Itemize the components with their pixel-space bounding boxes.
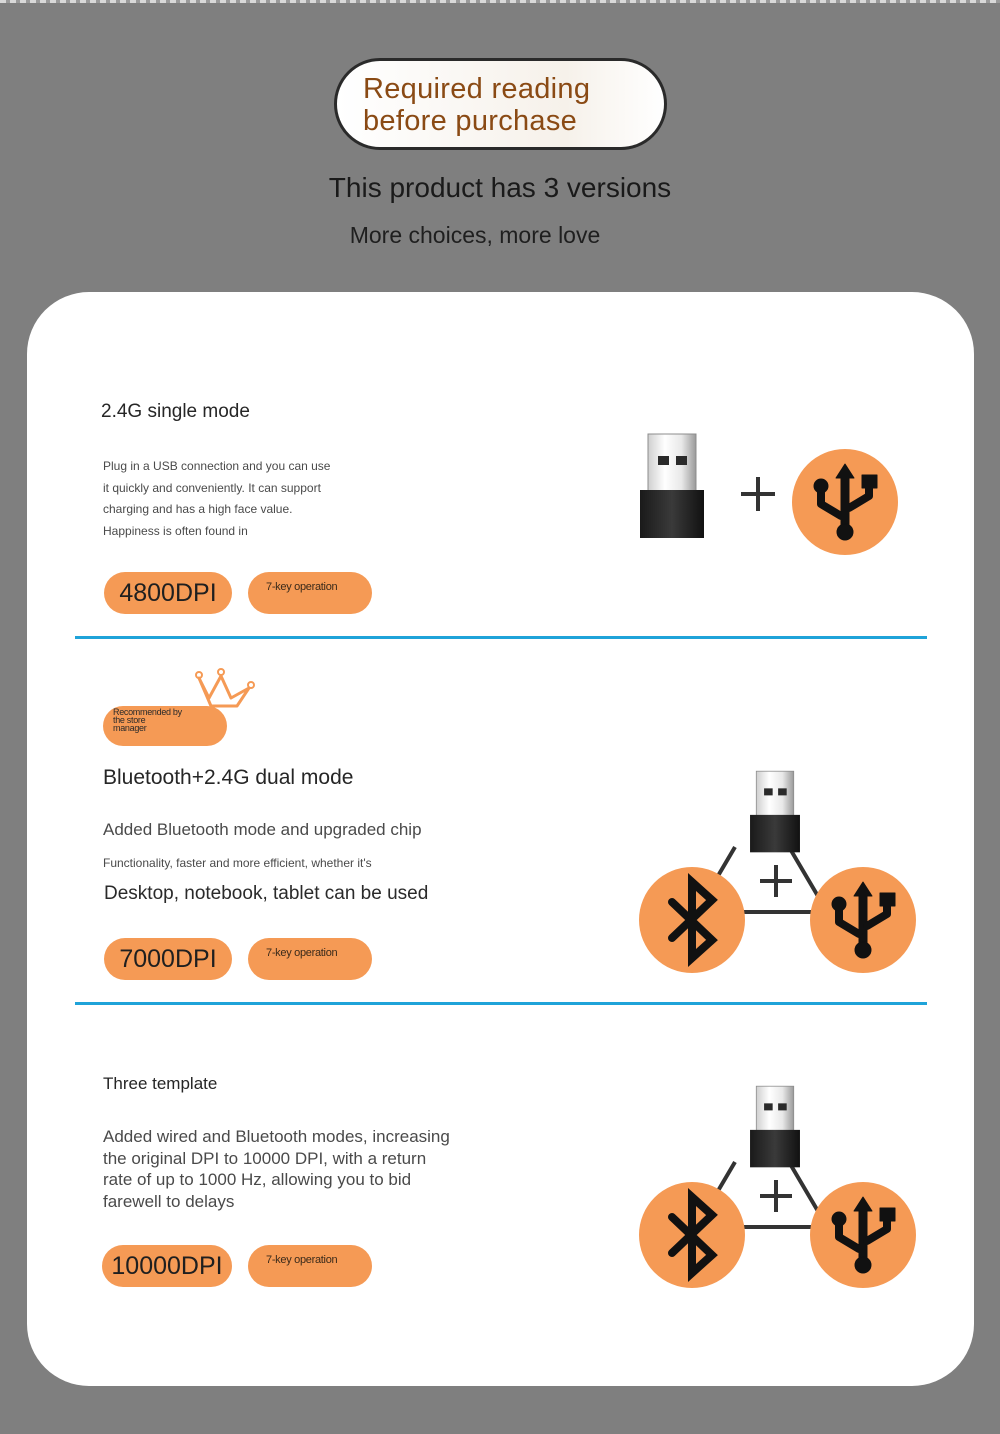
version-3-desc-line-1: Added wired and Bluetooth modes, increasing [103,1127,450,1146]
version-2-dpi-badge: 7000DPI [104,938,232,980]
plus-icon [741,477,775,511]
version-3-desc-line-2: the original DPI to 10000 DPI, with a return [103,1148,427,1168]
version-3-connectivity-graphic [632,1067,932,1297]
plus-icon [760,1180,792,1212]
recommended-badge-line-1: Recommended by [113,707,182,717]
page-subhead: More choices, more love [349,222,601,248]
version-1-keys-badge: 7-key operation [248,572,372,614]
usb-symbol-icon [810,1182,916,1288]
version-3-dpi-badge: 10000DPI [102,1245,232,1287]
divider-1 [75,636,927,639]
version-1-desc-line-3: charging and has a high face value. [103,502,293,516]
version-1-desc-line-1: Plug in a USB connection and you can use [103,459,331,473]
version-2-line-1: Added Bluetooth mode and upgraded chip [103,820,422,839]
version-2-line-2: Functionality, faster and more efficient, whether it's [103,856,372,870]
version-1-title: 2.4G single mode [101,401,250,422]
badge-line-1: Required reading [363,73,591,105]
version-3-desc-line-4: farewell to delays [103,1191,235,1211]
version-1-desc-line-4: Happiness is often found in [103,523,248,538]
version-3-description [103,1126,450,1212]
top-strip [0,0,1000,3]
version-1-description [103,456,330,542]
version-1-dpi-badge: 4800DPI [104,572,232,614]
divider-2 [75,1002,927,1005]
version-3-title: Three template [103,1074,218,1093]
plus-icon [760,865,792,897]
page-headline: This product has 3 versions [328,172,672,203]
usb-symbol-icon [792,449,898,555]
usb-receiver-icon [750,1086,800,1167]
version-2-title: Bluetooth+2.4G dual mode [103,766,354,789]
version-1-connectivity-graphic [607,422,907,572]
version-2-keys-badge: 7-key operation [248,938,372,980]
recommended-badge-line-2: the store [113,715,146,725]
version-3-desc-line-3: rate of up to 1000 Hz, allowing you to bid [103,1170,412,1189]
version-2-connectivity-graphic [632,752,932,982]
usb-symbol-icon [810,867,916,973]
bluetooth-icon [639,1182,745,1288]
crown-icon [193,666,255,710]
version-1-desc-line-2: it quickly and conveniently. It can support [103,480,321,495]
required-reading-badge [334,58,667,150]
usb-receiver-icon [750,771,800,852]
version-3-keys-badge: 7-key operation [248,1245,372,1287]
versions-card [27,292,974,1386]
version-2-line-3: Desktop, notebook, tablet can be used [104,883,429,904]
badge-line-2: before purchase [363,105,578,137]
recommended-badge-line-3: manager [113,723,147,733]
recommended-badge [103,706,227,746]
usb-receiver-icon [640,434,704,538]
bluetooth-icon [639,867,745,973]
